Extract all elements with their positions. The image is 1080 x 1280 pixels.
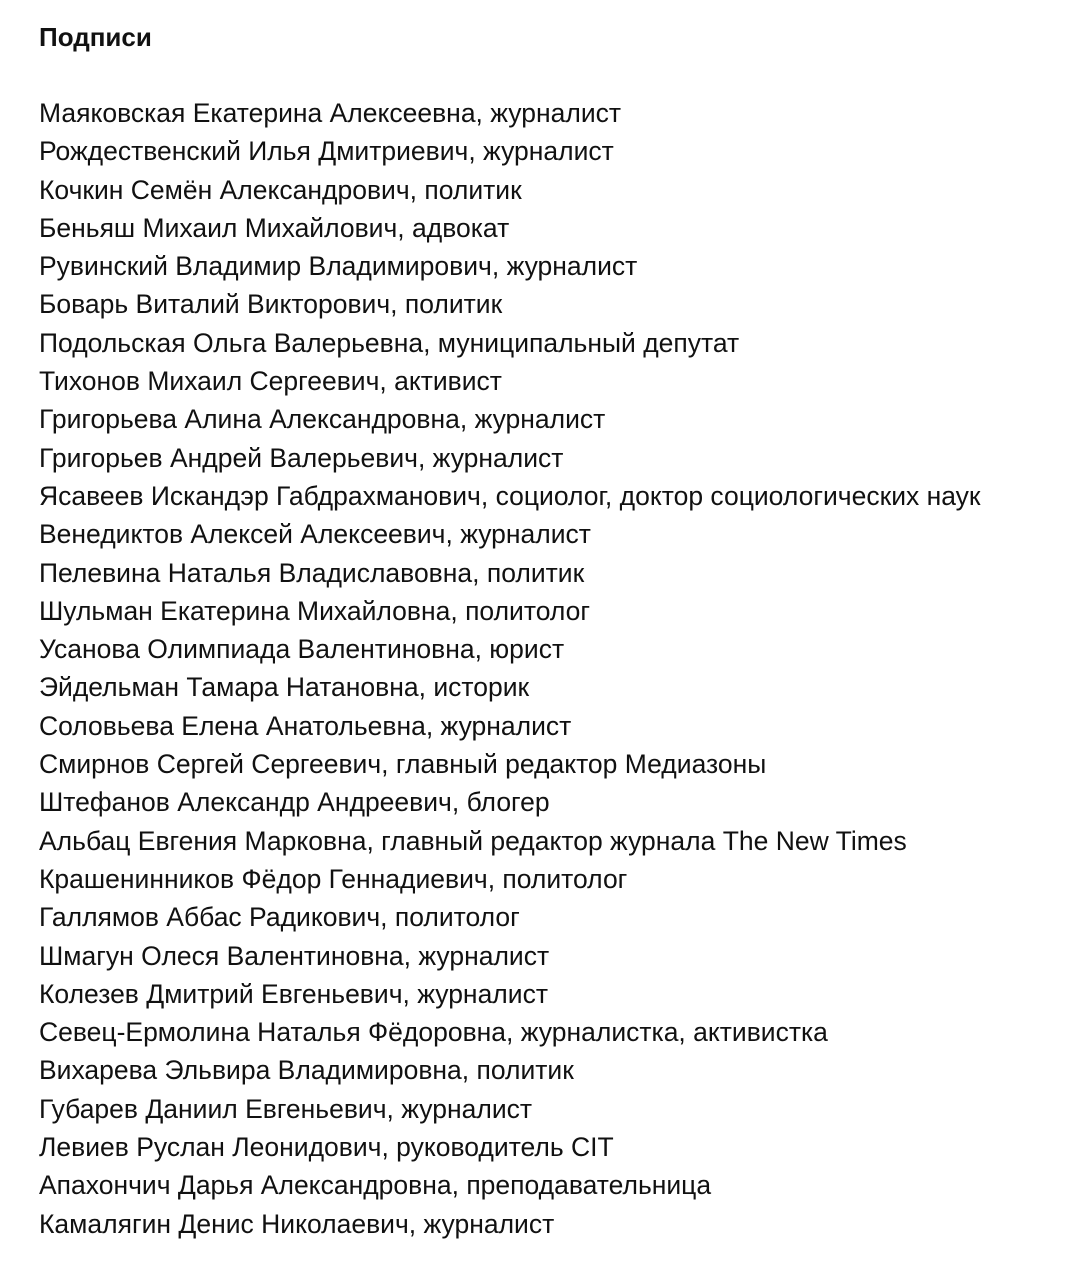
signature-item: Левиев Руслан Леонидович, руководитель CIT [39,1132,614,1163]
signature-item: Подольская Ольга Валерьевна, муниципальный депутат [39,327,740,358]
signature-item: Ясавеев Искандэр Габдрахманович, социолог, доктор социологических наук [39,480,981,511]
signature-item: Колезев Дмитрий Евгеньевич, журналист [39,978,548,1009]
document-title: Подписи [39,22,152,52]
signature-item: Боварь Виталий Викторович, политик [39,289,503,320]
signature-item: Галлямов Аббас Радикович, политолог [39,902,520,933]
document [39,18,1041,1243]
signature-item: Шульман Екатерина Михайловна, политолог [39,595,591,626]
signature-item: Григорьев Андрей Валерьевич, журналист [39,442,564,473]
signature-item: Пелевина Наталья Владиславовна, политик [39,557,585,588]
signature-item: Григорьева Алина Александровна, журналист [39,404,606,435]
signature-item: Рождественский Илья Дмитриевич, журналист [39,136,614,167]
signature-item: Смирнов Сергей Сергеевич, главный редактор Медиазоны [39,749,767,780]
signature-item: Шмагун Олеся Валентиновна, журналист [39,940,550,971]
signature-item: Альбац Евгения Марковна, главный редактор журнала The New Times [39,825,907,856]
signature-item: Усанова Олимпиада Валентиновна, юрист [39,634,565,665]
signature-item: Камалягин Денис Николаевич, журналист [39,1208,555,1239]
signature-item: Рувинский Владимир Владимирович, журналист [39,251,638,282]
signature-item: Крашенинников Фёдор Геннадиевич, политолог [39,863,628,894]
signature-item: Севец-Ермолина Наталья Фёдоровна, журналистка, активистка [39,1017,828,1048]
signature-item: Губарев Даниил Евгеньевич, журналист [39,1093,533,1124]
signature-item: Апахончич Дарья Александровна, преподавательница [39,1170,712,1201]
signature-item: Кочкин Семён Александрович, политик [39,174,522,205]
signature-item: Тихонов Михаил Сергеевич, активист [39,366,502,397]
signature-item: Соловьева Елена Анатольевна, журналист [39,710,572,741]
signature-item: Венедиктов Алексей Алексеевич, журналист [39,519,591,550]
signature-item: Эйдельман Тамара Натановна, историк [39,672,530,703]
signature-item: Маяковская Екатерина Алексеевна, журналист [39,98,622,128]
signature-item: Беньяш Михаил Михайлович, адвокат [39,212,510,243]
signature-list [39,94,1041,1243]
signature-item: Штефанов Александр Андреевич, блогер [39,787,550,818]
signature-item: Вихарева Эльвира Владимировна, политик [39,1055,574,1086]
